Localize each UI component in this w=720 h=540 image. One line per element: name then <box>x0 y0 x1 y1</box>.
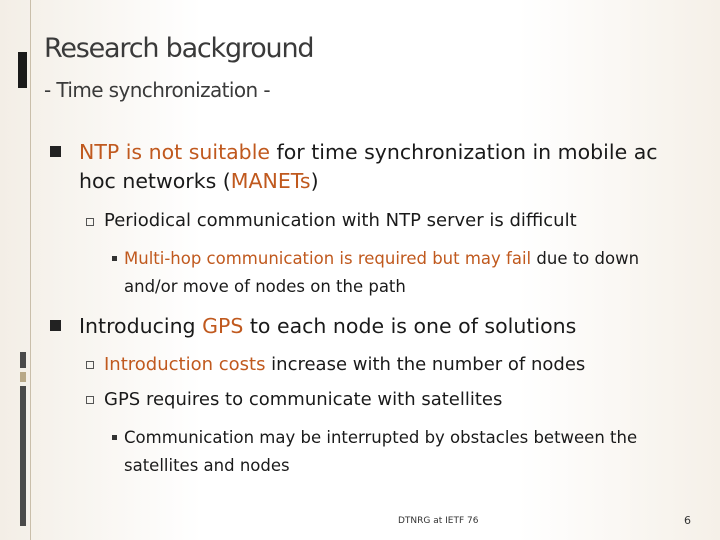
bullet-text: to each node is one of solutions <box>243 314 577 338</box>
title-accent-bar <box>18 52 27 88</box>
bullet-text: due to down and/or move of nodes on the path <box>124 249 640 296</box>
bullet-ntp-not-suitable <box>79 138 689 196</box>
page-number: 6 <box>684 514 691 527</box>
highlight-text: MANETs <box>230 169 311 193</box>
small-square-bullet-icon <box>112 256 117 261</box>
square-bullet-icon <box>50 320 61 331</box>
hollow-square-bullet-icon <box>86 218 94 226</box>
side-accent-bar-long <box>20 386 26 526</box>
hollow-square-bullet-icon <box>86 396 94 404</box>
sub-bullet-periodical-communication: Periodical communication with NTP server is difficult <box>104 210 577 231</box>
slide-subtitle: - Time synchronization - <box>44 78 270 102</box>
small-square-bullet-icon <box>112 435 117 440</box>
slide-title: Research background <box>44 33 314 64</box>
slide-border-line <box>30 0 31 540</box>
sub-bullet-introduction-costs <box>104 352 694 378</box>
slide-footer: DTNRG at IETF 76 <box>398 516 479 526</box>
bullet-introducing-gps <box>79 312 689 341</box>
hollow-square-bullet-icon <box>86 361 94 369</box>
highlight-text: NTP is not suitable <box>79 140 271 164</box>
highlight-text: Multi-hop communication is required but may fail <box>124 249 532 268</box>
square-bullet-icon <box>50 146 61 157</box>
sub-sub-bullet-obstacles: Communication may be interrupted by obstacles between the satellites and nodes <box>124 428 638 475</box>
bullet-text: for time synchronization in mobile ac hoc networks ( <box>79 140 658 193</box>
bullet-text: ) <box>310 169 319 193</box>
bullet-text: increase with the number of nodes <box>265 354 586 375</box>
sub-bullet-gps-satellites: GPS requires to communicate with satellites <box>104 389 503 410</box>
side-accent-bar-dark <box>20 352 26 368</box>
side-accent-bar-tan <box>20 372 26 382</box>
highlight-text: GPS <box>202 314 244 338</box>
sub-sub-bullet-multihop <box>124 245 684 301</box>
highlight-text: Introduction costs <box>104 354 266 375</box>
bullet-text: Introducing <box>79 314 203 338</box>
